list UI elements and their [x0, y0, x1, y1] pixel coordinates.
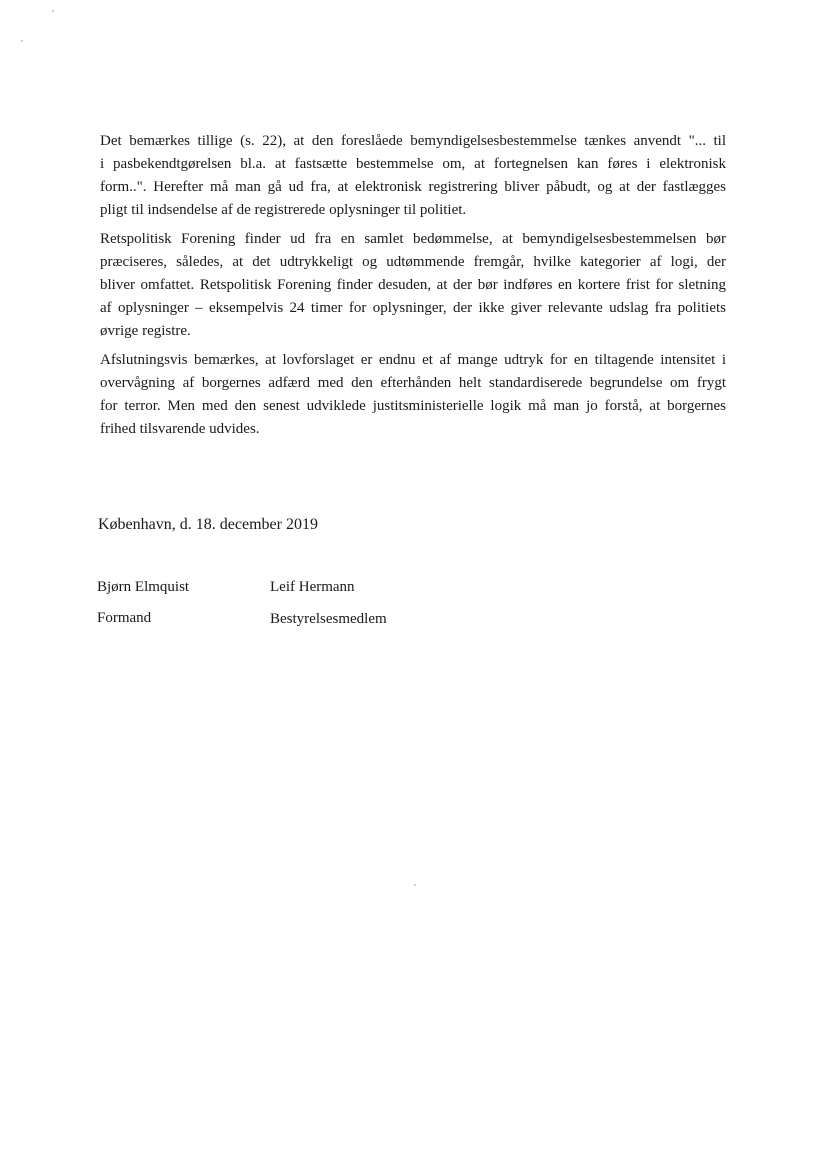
- paragraph-line: Retspolitisk Forening finder ud fra en samlet bedømmelse, at bemyndigelsesbestemmelsen bør: [100, 231, 726, 247]
- paragraph-electronic-registration: [100, 130, 726, 222]
- paragraph-assessment: [100, 228, 726, 343]
- paragraph-line: bliver omfattet. Retspolitisk Forening finder desuden, at der bør indføres en kortere frist for sletning: [100, 277, 726, 293]
- signatory-name: Bjørn Elmquist: [97, 579, 190, 595]
- paragraph-line: af oplysninger – eksempelvis 24 timer for oplysninger, der ikke giver relevante udslag fra politiets: [100, 300, 726, 316]
- paragraph-line: for terror. Men med den senest udviklede justitsministerielle logik må man jo forstå, at borgernes: [100, 398, 726, 414]
- dateline: København, d. 18. december 2019: [98, 516, 318, 533]
- paragraph-line: i pasbekendtgørelsen bl.a. at fastsætte bestemmelse om, at fortegnelsen kan føres i elektronisk: [100, 156, 726, 172]
- paragraph-line: øvrige registre.: [100, 323, 191, 339]
- signatory-title: Bestyrelsesmedlem: [270, 611, 387, 627]
- scan-speck: [52, 10, 54, 12]
- paragraph-line: pligt til indsendelse af de registrerede oplysninger til politiet.: [100, 202, 467, 218]
- paragraph-line: Det bemærkes tillige (s. 22), at den foreslåede bemyndigelsesbestemmelse tænkes anvendt "... til: [100, 133, 726, 149]
- signatory-name: Leif Hermann: [270, 579, 355, 595]
- signatory-title: Formand: [97, 610, 152, 626]
- scan-speck: [21, 40, 23, 42]
- paragraph-conclusion: [100, 349, 726, 441]
- scan-speck: [414, 884, 416, 886]
- paragraph-line: overvågning af borgernes adfærd med den efterhånden helt standardiserede begrundelse om frygt: [100, 375, 726, 391]
- paragraph-line: frihed tilsvarende udvides.: [100, 421, 260, 437]
- paragraph-line: form..". Herefter må man gå ud fra, at elektronisk registrering bliver påbudt, og at der fastlægges: [100, 179, 726, 195]
- paragraph-line: Afslutningsvis bemærkes, at lovforslaget er endnu et af mange udtryk for en tiltagende intensitet i: [100, 352, 726, 368]
- paragraph-line: præciseres, således, at det udtrykkeligt og udtømmende fremgår, hvilke kategorier af logi, der: [100, 254, 726, 270]
